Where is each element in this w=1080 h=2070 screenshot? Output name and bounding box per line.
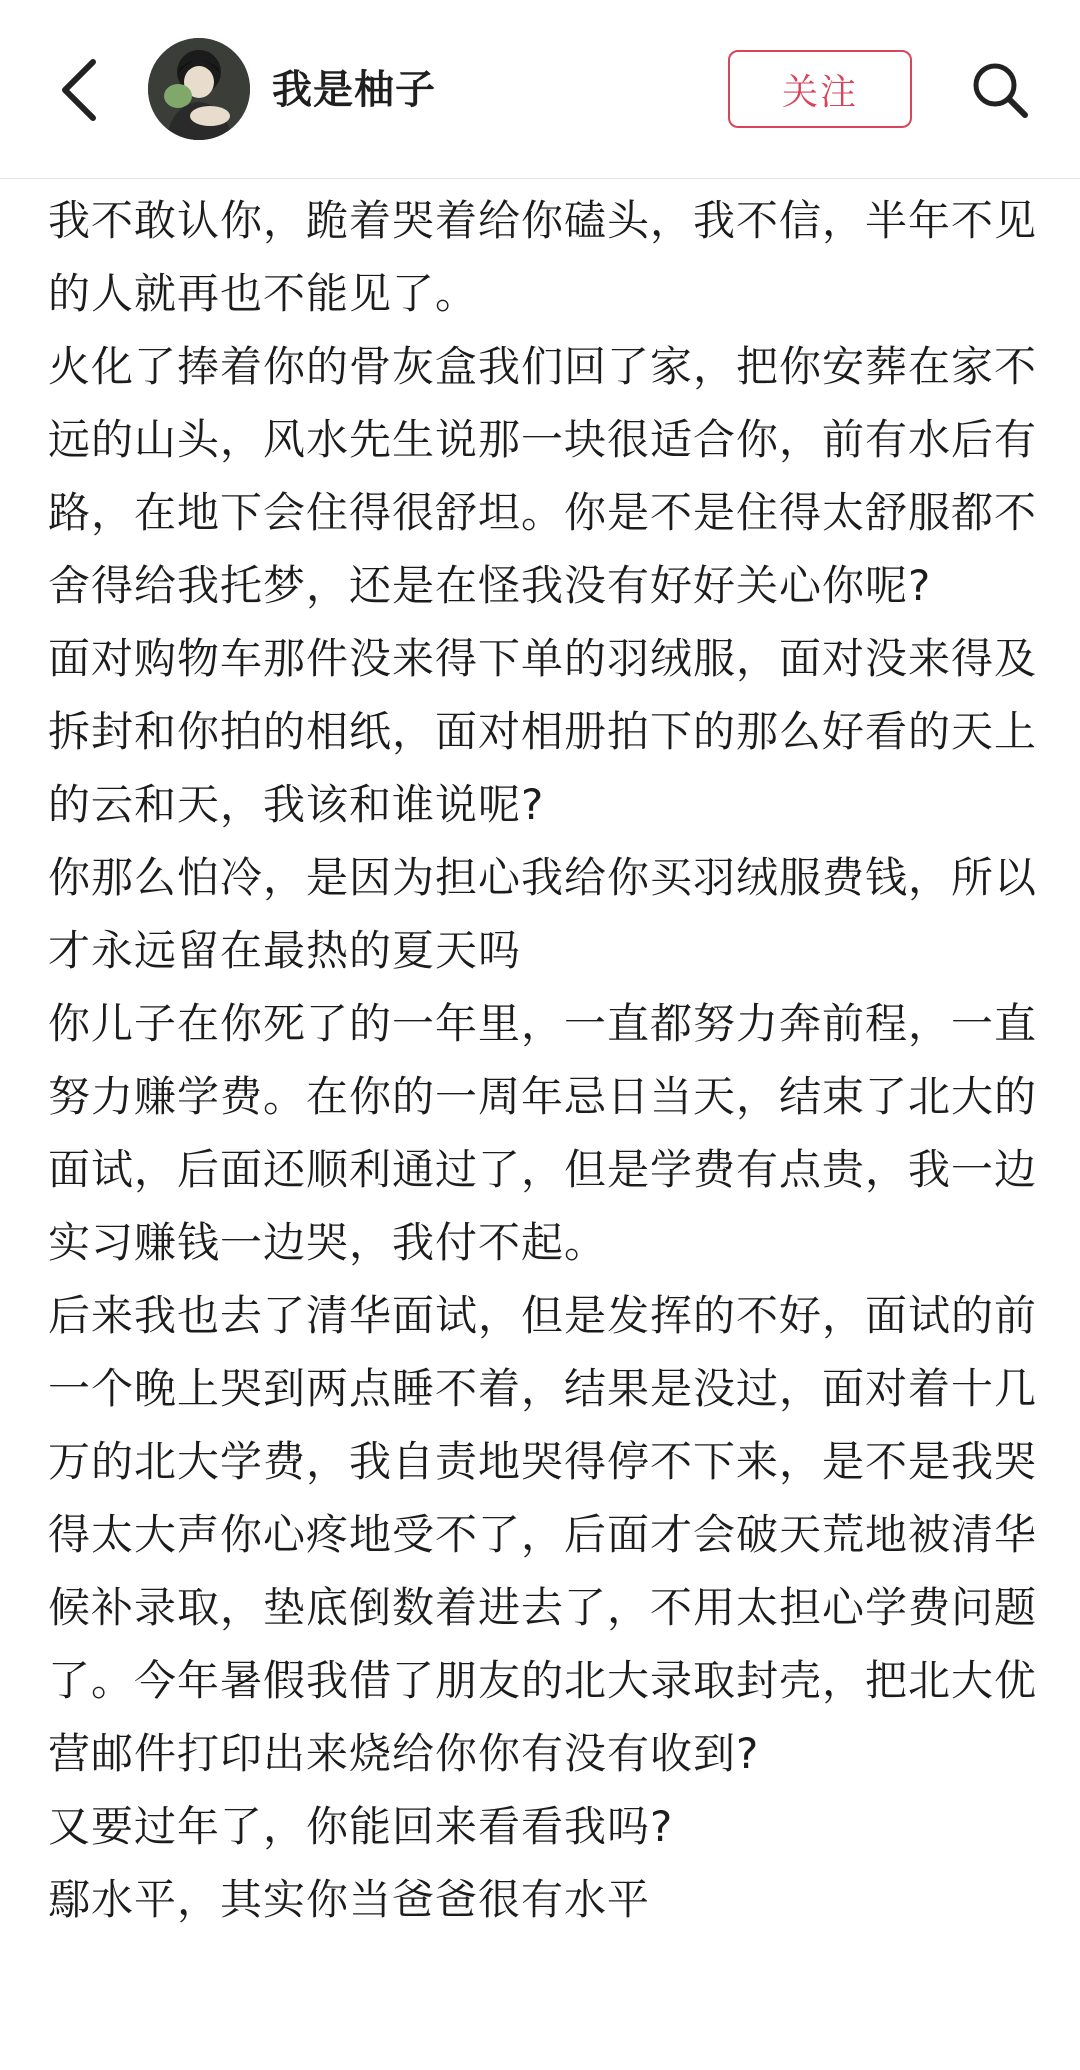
user-avatar-icon bbox=[148, 38, 250, 140]
post-paragraph: 你儿子在你死了的一年里，一直都努力奔前程，一直努力赚学费。在你的一周年忌日当天，结束了北大的面试，后面还顺利通过了，但是学费有点贵，我一边实习赚钱一边哭，我付不起。 bbox=[48, 999, 1038, 1267]
search-icon bbox=[970, 60, 1030, 120]
search-button[interactable] bbox=[962, 50, 1038, 130]
back-button[interactable] bbox=[44, 50, 114, 130]
post-paragraph: 后来我也去了清华面试，但是发挥的不好，面试的前一个晚上哭到两点睡不着，结果是没过，面对着十几万的北大学费，我自责地哭得停不下来，是不是我哭得太大声你心疼地受不了，后面才会破天荒地被清华候补录取，垫底倒数着进去了，不用太担心学费问题了。今年暑假我借了朋友的北大录取封壳，把北大优营邮件打印出来烧给你你有没有收到? bbox=[48, 1291, 1038, 1778]
follow-button[interactable]: 关注 bbox=[728, 50, 912, 128]
post-body bbox=[48, 184, 1038, 1936]
post-paragraph: 火化了捧着你的骨灰盒我们回了家，把你安葬在家不远的山头，风水先生说那一块很适合你，前有水后有路，在地下会住得很舒坦。你是不是住得太舒服都不舍得给我托梦，还是在怪我没有好好关心你呢? bbox=[48, 342, 1038, 610]
post-paragraph: 又要过年了，你能回来看看我吗? bbox=[48, 1802, 674, 1851]
post-paragraph: 你那么怕冷，是因为担心我给你买羽绒服费钱，所以才永远留在最热的夏天吗 bbox=[48, 853, 1038, 975]
post-paragraph: 我不敢认你，跪着哭着给你磕头，我不信，半年不见的人就再也不能见了。 bbox=[48, 196, 1038, 318]
post-paragraph: 面对购物车那件没来得下单的羽绒服，面对没来得及拆封和你拍的相纸，面对相册拍下的那么好看的天上的云和天，我该和谁说呢? bbox=[48, 634, 1038, 829]
post-paragraph: 鄢水平，其实你当爸爸很有水平 bbox=[48, 1875, 651, 1924]
chevron-left-icon bbox=[59, 58, 99, 122]
top-bar bbox=[0, 0, 1080, 179]
avatar[interactable] bbox=[148, 38, 250, 140]
author-name[interactable]: 我是柚子 bbox=[272, 67, 436, 113]
